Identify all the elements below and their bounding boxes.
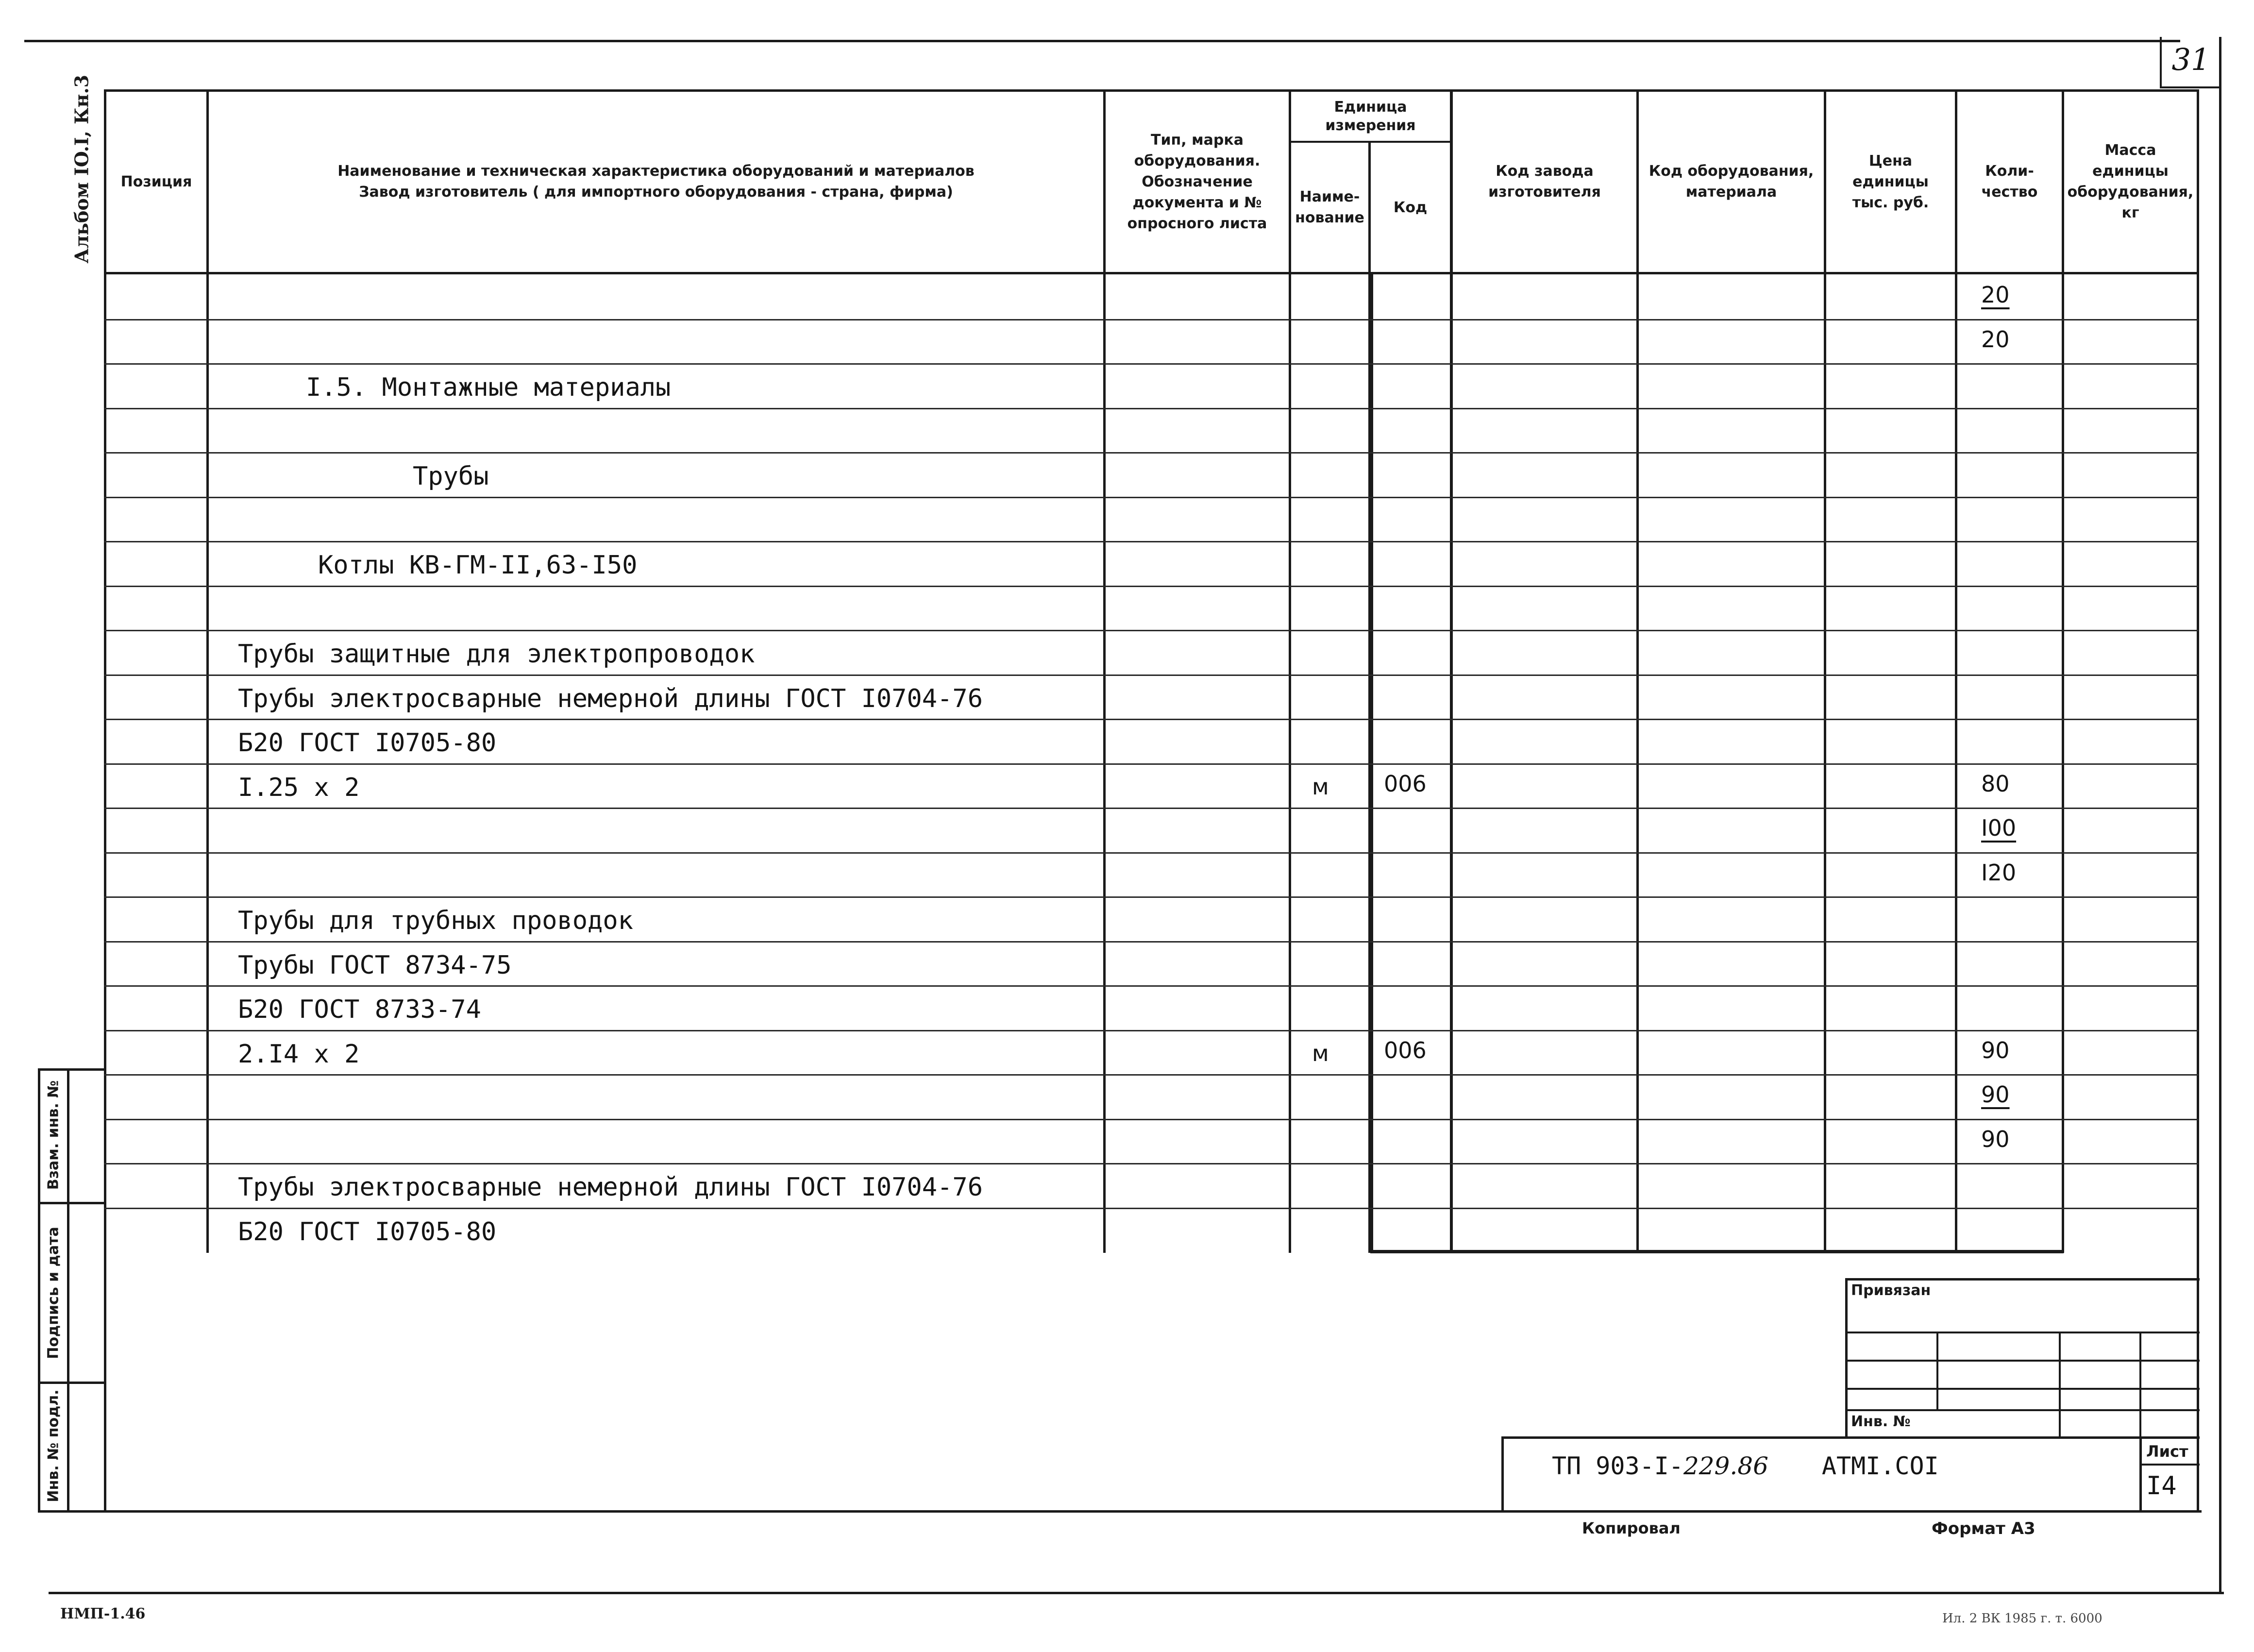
table-row xyxy=(104,363,2199,408)
table-row xyxy=(104,896,2199,941)
header-name-line1: Наименование и техническая характеристика оборудований и материалов xyxy=(337,163,975,180)
stamp-original-inv: Инв. № подл. xyxy=(45,1389,62,1502)
footer-right: Ил. 2 ВК 1985 г. т. 6000 xyxy=(1942,1611,2103,1626)
row-quantity: 20 xyxy=(1981,282,2010,308)
table-row xyxy=(104,586,2199,630)
row-name: Б20 ГОСТ I0705-80 xyxy=(238,1217,497,1247)
header-name xyxy=(209,91,1103,272)
sheet-label: Лист xyxy=(2146,1442,2188,1461)
designation-hand: 229.86 xyxy=(1683,1452,1768,1480)
row-name: Трубы ГОСТ 8734-75 xyxy=(238,951,512,980)
stamp-signature-date: Подпись и дата xyxy=(45,1227,62,1359)
designation-suffix: АТМI.COI xyxy=(1821,1452,1939,1480)
table-row xyxy=(104,719,2199,763)
header-unit-name: Наиме- нование xyxy=(1295,188,1364,226)
row-unit: м xyxy=(1312,1040,1329,1066)
header-position: Позиция xyxy=(120,173,192,190)
row-quantity: I20 xyxy=(1981,860,2017,886)
row-name: Трубы xyxy=(413,462,489,491)
album-label: Альбом IO.I, Кн.3 xyxy=(70,74,93,264)
table-row xyxy=(104,408,2199,453)
table-row xyxy=(104,1119,2199,1163)
table-row xyxy=(104,985,2199,1030)
table-row xyxy=(104,452,2199,497)
row-name: Трубы электросварные немерной длины ГОСТ I0704-76 xyxy=(238,1173,983,1202)
table-row xyxy=(104,1030,2199,1075)
table-row xyxy=(104,274,2199,319)
row-quantity: 90 xyxy=(1981,1081,2010,1108)
sheet-value: I4 xyxy=(2146,1471,2177,1500)
designation xyxy=(1552,1452,1939,1480)
row-name: Трубы для трубных проводок xyxy=(238,906,633,935)
header-type: Тип, марка оборудования. Обозначение документа и № опросного листа xyxy=(1127,131,1267,232)
header-name-line2: Завод изготовитель ( для импортного оборудования - страна, фирма) xyxy=(359,184,953,201)
row-name: Б20 ГОСТ I0705-80 xyxy=(238,728,497,758)
table-row xyxy=(104,674,2199,719)
table-row xyxy=(104,630,2199,674)
table-row xyxy=(104,541,2199,586)
table-row xyxy=(104,497,2199,541)
footer-left: НМП-1.46 xyxy=(60,1605,146,1622)
table-row xyxy=(104,852,2199,897)
row-code: 006 xyxy=(1384,771,1427,797)
row-quantity: I00 xyxy=(1981,815,2017,841)
row-name: Трубы защитные для электропроводок xyxy=(238,640,755,669)
stamp-replacement-inv: Взам. инв. № xyxy=(45,1080,62,1190)
table-row xyxy=(104,1163,2199,1208)
table-row xyxy=(104,319,2199,364)
row-name: 2.I4 х 2 xyxy=(238,1040,360,1069)
header-unit-group: Единица измерения xyxy=(1325,99,1416,134)
row-name: Котлы КВ-ГМ-II,63-I50 xyxy=(318,551,638,580)
row-quantity: 90 xyxy=(1981,1037,2010,1063)
table-row xyxy=(104,808,2199,852)
table-row xyxy=(104,763,2199,808)
row-name: I.5. Монтажные материалы xyxy=(306,373,671,402)
header-price: Цена единицы тыс. руб. xyxy=(1852,152,1929,211)
sheet-number: 31 xyxy=(2171,42,2210,77)
table-row xyxy=(104,1208,2199,1252)
row-quantity: 20 xyxy=(1981,326,2010,353)
header-mass: Масса единицы оборудования, кг xyxy=(2067,142,2194,221)
header-equipment-code: Код оборудования, материала xyxy=(1648,163,1814,201)
row-name: I.25 х 2 xyxy=(238,773,360,802)
row-quantity: 90 xyxy=(1981,1126,2010,1152)
header-quantity: Коли- чество xyxy=(1981,163,2038,201)
header-plant-code: Код завода изготовителя xyxy=(1488,163,1601,201)
table-row xyxy=(104,1074,2199,1119)
bound-label: Привязан xyxy=(1851,1282,1931,1299)
row-name: Б20 ГОСТ 8733-74 xyxy=(238,995,481,1024)
copied-label: Копировал xyxy=(1582,1519,1681,1537)
format-label: Формат А3 xyxy=(1932,1519,2035,1538)
row-name: Трубы электросварные немерной длины ГОСТ I0704-76 xyxy=(238,684,983,713)
designation-prefix: ТП 903-I- xyxy=(1552,1452,1683,1480)
inv-no-label: Инв. № xyxy=(1851,1413,1911,1430)
header-unit-code: Код xyxy=(1393,199,1428,216)
table-row xyxy=(104,941,2199,986)
row-quantity: 80 xyxy=(1981,771,2010,797)
row-unit: м xyxy=(1312,774,1329,800)
row-code: 006 xyxy=(1384,1037,1427,1063)
